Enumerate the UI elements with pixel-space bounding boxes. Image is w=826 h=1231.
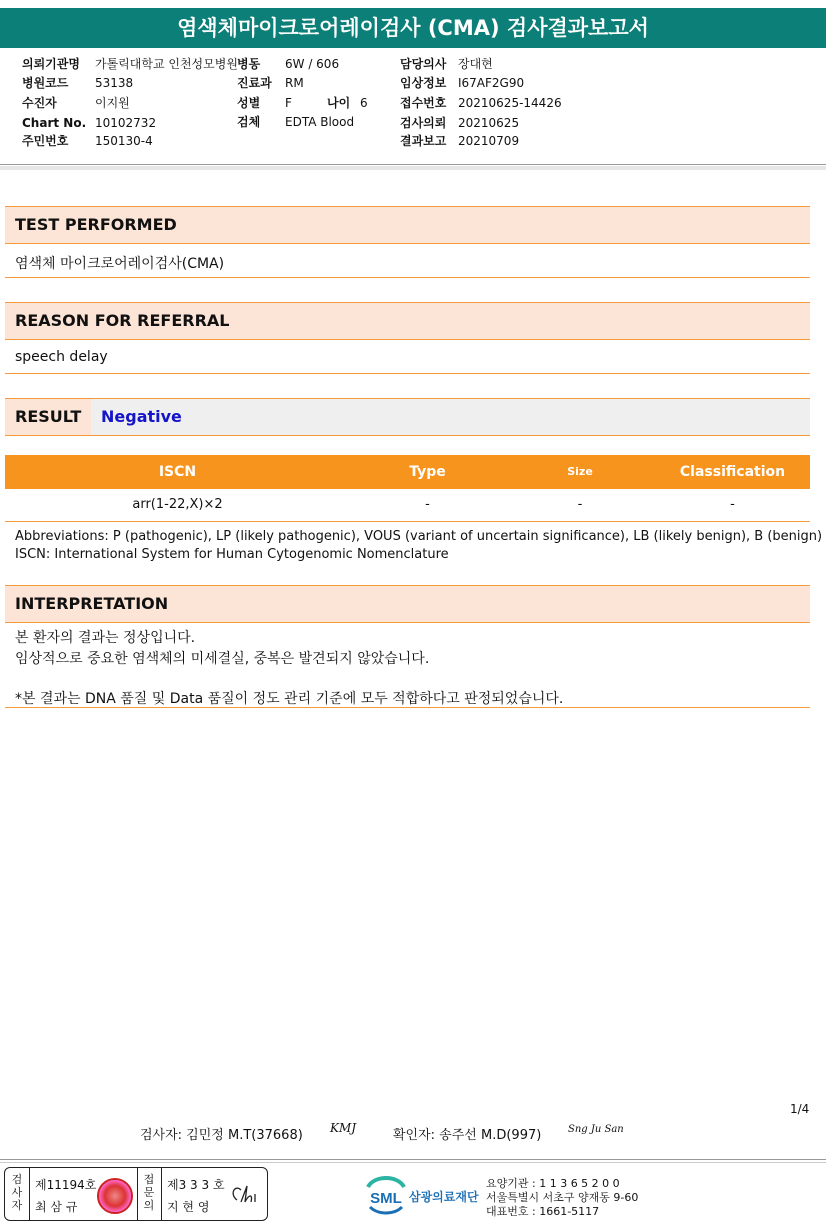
- test-performed-text: 염색체 마이크로어레이검사(CMA): [15, 256, 225, 272]
- reason-text: speech delay: [15, 349, 108, 365]
- age-label: 나이: [327, 96, 351, 110]
- report-title: 염색체마이크로어레이검사 (CMA) 검사결과보고서: [0, 8, 826, 48]
- specimen-label: 검체: [237, 115, 261, 129]
- specimen-value: EDTA Blood: [285, 115, 355, 129]
- department-label: 진료과: [237, 76, 272, 90]
- abbreviations-line: Abbreviations: P (pathogenic), LP (likely pathogenic), VOUS (variant of uncertain significance), LB (likely benign), B (benign): [15, 529, 823, 544]
- iscn-cell: arr(1-22,X)×2: [132, 497, 223, 512]
- result-label: RESULT: [5, 399, 91, 435]
- handwritten-signature-icon: [227, 1180, 263, 1210]
- specialist-vertical-label: 접문의: [143, 1173, 155, 1212]
- request-date-value: 20210625: [458, 116, 520, 130]
- report-date-value: 20210709: [458, 134, 520, 148]
- license-no-1: 제11194호: [35, 1178, 97, 1192]
- result-row: [5, 398, 810, 436]
- license-no-2: 제3 3 3 호: [167, 1178, 225, 1192]
- license-name-1: 최 삼 규: [35, 1200, 78, 1214]
- ward-label: 병동: [237, 57, 261, 71]
- footer-divider-shadow: [0, 1162, 826, 1163]
- confirmer-signature: Sng Ju San: [568, 1124, 624, 1135]
- department-value: RM: [285, 76, 304, 90]
- confirmer-name: 확인자: 송주선 M.D(997): [393, 1128, 542, 1143]
- hospital-code-value: 53138: [95, 76, 134, 90]
- resident-no-value: 150130-4: [95, 134, 153, 148]
- interpretation-line: 본 환자의 결과는 정상입니다.: [15, 630, 196, 646]
- clinical-info-label: 임상정보: [400, 76, 447, 90]
- org-name: 삼광의료재단: [409, 1190, 479, 1204]
- resident-no-label: 주민번호: [22, 134, 69, 148]
- examiner-signature: KMJ: [330, 1121, 357, 1135]
- iscn-header: ISCN: [158, 464, 197, 480]
- type-cell: -: [425, 497, 430, 512]
- section-rule: [5, 373, 810, 374]
- footer-divider: [0, 1159, 826, 1160]
- patient-label: 수진자: [22, 96, 57, 110]
- sex-label: 성별: [237, 96, 261, 110]
- test-performed-heading: TEST PERFORMED: [5, 206, 810, 244]
- report-date-label: 결과보고: [400, 134, 447, 148]
- interpretation-heading: INTERPRETATION: [5, 585, 810, 623]
- stamp-divider: [29, 1168, 30, 1220]
- result-value: Negative: [101, 407, 182, 426]
- classification-cell: -: [730, 497, 735, 512]
- chart-no-value: 10102732: [95, 116, 157, 130]
- doctor-label: 담당의사: [400, 57, 447, 71]
- ward-value: 6W / 606: [285, 57, 340, 71]
- examiner-vertical-label: 검사자: [11, 1173, 23, 1212]
- sex-value: F: [285, 96, 292, 110]
- institution-address: 서울특별시 서초구 양재동 9-60: [486, 1191, 639, 1204]
- examiner-name: 검사자: 김민정 M.T(37668): [140, 1128, 303, 1143]
- official-seal-icon: [97, 1178, 133, 1214]
- svg-text:SML: SML: [370, 1190, 402, 1207]
- table-row: [5, 489, 810, 522]
- iscn-definition: ISCN: International System for Human Cytogenomic Nomenclature: [15, 547, 449, 562]
- reason-heading: REASON FOR REFERRAL: [5, 302, 810, 340]
- size-header: Size: [567, 465, 593, 478]
- clinical-info-value: I67AF2G90: [458, 76, 525, 90]
- age-value: 6: [360, 96, 368, 110]
- stamp-divider: [161, 1168, 162, 1220]
- chart-no-label: Chart No.: [22, 116, 87, 130]
- accession-no-label: 접수번호: [400, 96, 447, 110]
- interpretation-line: 임상적으로 중요한 염색체의 미세결실, 중복은 발견되지 않았습니다.: [15, 651, 430, 667]
- quality-note: *본 결과는 DNA 품질 및 Data 품질이 정도 관리 기준에 모두 적합하다고 판정되었습니다.: [15, 691, 564, 707]
- request-date-label: 검사의뢰: [400, 116, 447, 130]
- classification-header: Classification: [679, 464, 786, 480]
- license-name-2: 지 현 영: [167, 1200, 210, 1214]
- patient-value: 이지원: [95, 96, 130, 110]
- page-number: 1/4: [790, 1102, 810, 1116]
- license-stamp-box: [4, 1167, 268, 1221]
- institution-phone: 대표번호 : 1661-5117: [486, 1205, 600, 1218]
- requesting-org-label: 의뢰기관명: [22, 57, 80, 71]
- result-table-header: [5, 455, 810, 489]
- section-rule: [5, 707, 810, 708]
- header-divider: [0, 164, 826, 165]
- sml-logo-icon: [364, 1173, 408, 1215]
- requesting-org-value: 가톨릭대학교 인천성모병원: [95, 57, 238, 71]
- section-rule: [5, 277, 810, 278]
- stamp-divider: [137, 1168, 138, 1220]
- doctor-value: 장대현: [458, 57, 493, 71]
- type-header: Type: [409, 464, 446, 480]
- accession-no-value: 20210625-14426: [458, 96, 562, 110]
- hospital-code-label: 병원코드: [22, 76, 69, 90]
- header-divider-shadow: [0, 166, 826, 170]
- size-cell: -: [577, 497, 583, 512]
- institution-code: 요양기관 : 1 1 3 6 5 2 0 0: [486, 1177, 620, 1190]
